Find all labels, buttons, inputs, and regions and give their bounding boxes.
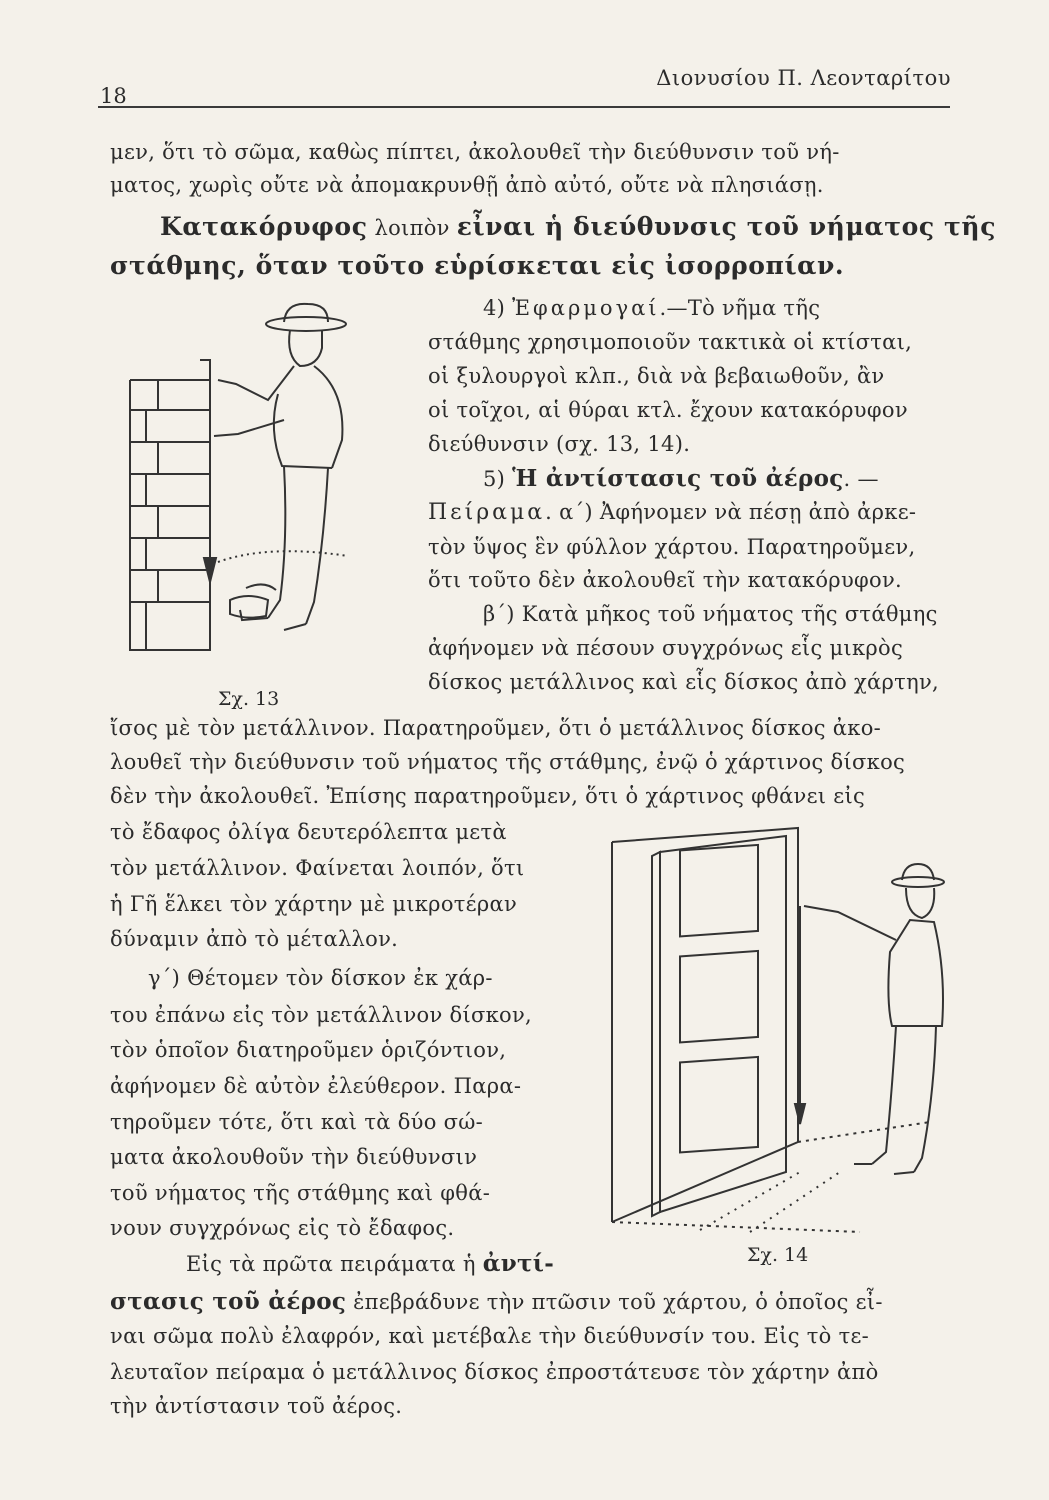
text-line-18: λουθεῖ τὴν διεύθυνσιν τοῦ νήματος τῆς στάθμης, ἐνῷ ὁ χάρτινος δίσκος bbox=[110, 750, 906, 774]
experiment-a-text: . α΄) Ἀφήνομεν νὰ πέσῃ ἀπὸ ἀρκε- bbox=[545, 500, 917, 524]
section-4-number: 4) bbox=[483, 296, 513, 320]
text-line-1: μεν, ὅτι τὸ σῶμα, καθὼς πίπτει, ἀκολουθεῖ τὴν διεύθυνσιν τοῦ νή- bbox=[110, 140, 840, 164]
text-line-20: τὸ ἔδαφος ὀλίγα δευτερόλεπτα μετὰ bbox=[110, 820, 507, 844]
text-line-32 bbox=[186, 1250, 554, 1277]
text-line-16: δίσκος μετάλλινος καὶ εἷς δίσκος ἀπὸ χάρτην, bbox=[428, 670, 940, 694]
text-line-32-plain: Εἰς τὰ πρῶτα πειράματα ἡ bbox=[186, 1252, 483, 1276]
text-line-31: νουν συγχρόνως εἰς τὸ ἔδαφος. bbox=[110, 1216, 455, 1240]
text-line-7: οἱ ξυλουργοὶ κλπ., διὰ νὰ βεβαιωθοῦν, ἂν bbox=[428, 364, 885, 388]
section-5-dash: . — bbox=[843, 467, 879, 491]
term-vertical: Κατακόρυφος bbox=[160, 212, 368, 241]
text-line-5 bbox=[483, 296, 820, 320]
text-line-6: στάθμης χρησιμοποιοῦν τακτικὰ οἱ κτίσται, bbox=[428, 330, 913, 354]
text-line-35: λευταῖον πείραμα ὁ μετάλλινος δίσκος ἐπροστάτευσε τὸν χάρτην ἀπὸ bbox=[110, 1360, 879, 1384]
figure-13-mason-plumb-line bbox=[118, 300, 418, 680]
running-header-author: Διονυσίου Π. Λεονταρίτου bbox=[656, 66, 951, 90]
text-line-10 bbox=[483, 465, 879, 492]
section-5-title: Ἡ ἀντίστασις τοῦ ἀέρος bbox=[512, 465, 844, 492]
text-line-3 bbox=[160, 212, 996, 241]
figure-14-caption: Σχ. 14 bbox=[747, 1244, 809, 1266]
text-line-33-plain: ἐπεβράδυνε τὴν πτῶσιν τοῦ χάρτου, ὁ ὁποῖος εἶ- bbox=[346, 1290, 883, 1314]
term-air-resistance-start: ἀντί- bbox=[482, 1250, 555, 1277]
text-line-14: β΄) Κατὰ μῆκος τοῦ νήματος τῆς στάθμης bbox=[483, 602, 938, 626]
text-line-29: ματα ἀκολουθοῦν τὴν διεύθυνσιν bbox=[110, 1145, 478, 1169]
experiment-label: Πείραμα bbox=[428, 500, 546, 525]
text-line-26: τὸν ὁποῖον διατηροῦμεν ὁριζόντιον, bbox=[110, 1038, 507, 1062]
text-line-11 bbox=[428, 500, 916, 525]
text-line-17: ἴσος μὲ τὸν μετάλλινον. Παρατηροῦμεν, ὅτι ὁ μετάλλινος δίσκος ἀκο- bbox=[110, 716, 882, 740]
text-line-4: στάθμης, ὅταν τοῦτο εὑρίσκεται εἰς ἰσορροπίαν. bbox=[110, 251, 845, 280]
term-air-resistance-end: στασις τοῦ ἀέρος bbox=[110, 1288, 347, 1315]
figure-14-door-plumb-line bbox=[600, 812, 980, 1240]
text-line-28: τηροῦμεν τότε, ὅτι καὶ τὰ δύο σώ- bbox=[110, 1110, 484, 1134]
text-line-9: διεύθυνσιν (σχ. 13, 14). bbox=[428, 432, 691, 456]
text-line-15: ἀφήνομεν νὰ πέσουν συγχρόνως εἷς μικρὸς bbox=[428, 636, 904, 660]
text-line-27: ἀφήνομεν δὲ αὐτὸν ἐλεύθερον. Παρα- bbox=[110, 1074, 522, 1098]
figure-13-caption: Σχ. 13 bbox=[218, 688, 280, 710]
text-line-34: ναι σῶμα πολὺ ἐλαφρόν, καὶ μετέβαλε τὴν διεύθυνσίν του. Εἰς τὸ τε- bbox=[110, 1324, 870, 1348]
text-line-24: γ΄) Θέτομεν τὸν δίσκον ἐκ χάρ- bbox=[148, 966, 493, 990]
text-line-12: τὸν ὕψος ἓν φύλλον χάρτου. Παρατηροῦμεν, bbox=[428, 535, 916, 559]
header-rule bbox=[98, 106, 950, 108]
text-line-2: ματος, χωρὶς οὔτε νὰ ἀπομακρυνθῇ ἀπὸ αὐτό, οὔτε νὰ πλησιάσῃ. bbox=[110, 173, 824, 197]
section-4-title: Ἐφαρμογαί bbox=[512, 296, 660, 320]
text-line-36: τὴν ἀντίστασιν τοῦ ἀέρος. bbox=[110, 1394, 403, 1418]
text-line-13: ὅτι τοῦτο δὲν ἀκολουθεῖ τὴν κατακόρυφον. bbox=[428, 568, 902, 592]
section-5-number: 5) bbox=[483, 467, 513, 491]
text-line-25: του ἐπάνω εἰς τὸν μετάλλινον δίσκον, bbox=[110, 1003, 533, 1027]
text-line-19: δὲν τὴν ἀκολουθεῖ. Ἐπίσης παρατηροῦμεν, ὅτι ὁ χάρτινος φθάνει εἰς bbox=[110, 784, 866, 808]
text-line-23: δύναμιν ἀπὸ τὸ μέταλλον. bbox=[110, 927, 399, 951]
text-line-22: ἡ Γῆ ἕλκει τὸν χάρτην μὲ μικροτέραν bbox=[110, 892, 518, 916]
text-line-21: τὸν μετάλλινον. Φαίνεται λοιπόν, ὅτι bbox=[110, 856, 525, 880]
text-line-3-bold: εἶναι ἡ διεύθυνσις τοῦ νήματος τῆς bbox=[456, 212, 997, 241]
text-line-30: τοῦ νήματος τῆς στάθμης καὶ φθά- bbox=[110, 1181, 491, 1205]
text-line-33 bbox=[110, 1288, 883, 1315]
page-number: 18 bbox=[100, 84, 127, 108]
text-line-3-mid: λοιπὸν bbox=[367, 216, 457, 240]
section-4-rest: .—Τὸ νῆμα τῆς bbox=[659, 296, 821, 320]
text-line-8: οἱ τοῖχοι, αἱ θύραι κτλ. ἔχουν κατακόρυφον bbox=[428, 398, 908, 422]
